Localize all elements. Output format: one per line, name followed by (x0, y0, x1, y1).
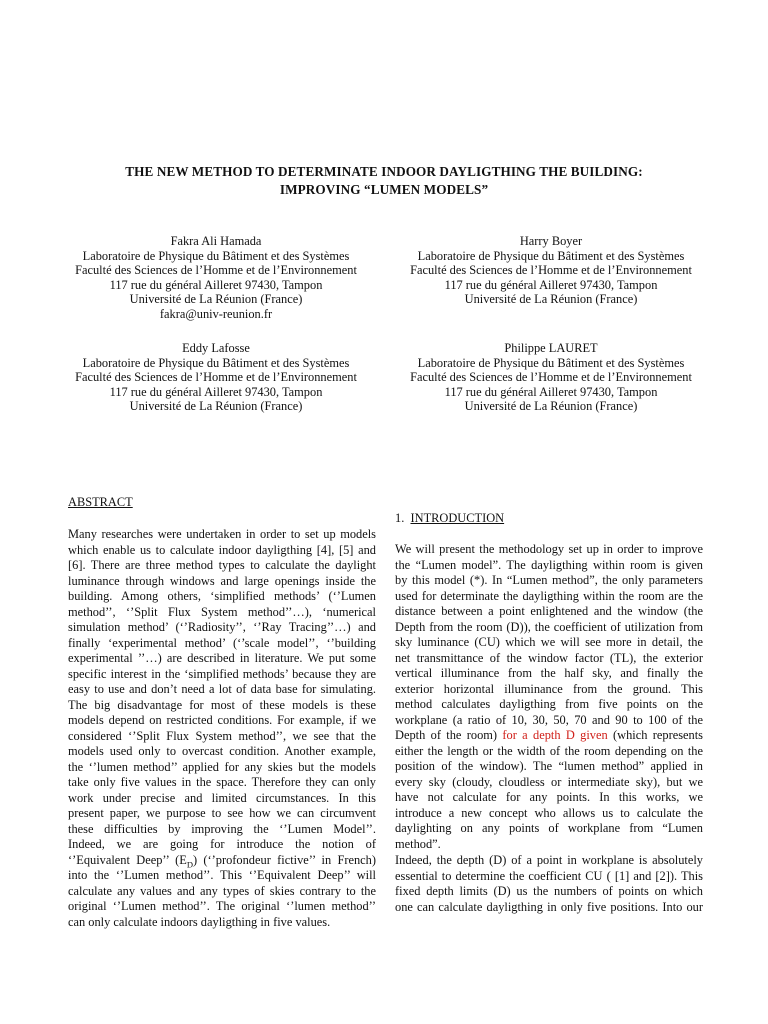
intro-line: method”. (395, 836, 441, 851)
abstract-body (68, 527, 376, 930)
abstract-line: present paper, we purpose to see how we can circumvent (68, 806, 376, 820)
abstract-line: which enable us to calculate indoor dayligthing [4], [5] and (68, 542, 376, 557)
intro-text-after: (which represents (607, 728, 703, 742)
author-name: Philippe LAURET (504, 341, 598, 355)
intro-text-before: Depth of the room) (395, 728, 503, 742)
author-lab: Laboratoire de Physique du Bâtiment et des Systèmes (417, 355, 685, 370)
intro-line: sky luminance (CU) which we will see more in detail, the (395, 635, 703, 649)
intro-line: the “Lumen model”. The dayligthing within room is given (395, 557, 703, 572)
author-name: Fakra Ali Hamada (170, 234, 262, 248)
intro-line: Depth from the room (D)), the coefficient of utilization from (395, 619, 703, 634)
abstract-line: method’’, ‘’Split Flux System method’’…), ‘numerical (68, 604, 376, 619)
intro-line: fixed depth limits (D) us the numbers of points on which (395, 884, 703, 898)
abstract-heading-text: ABSTRACT (68, 495, 133, 509)
abstract-line: Indeed, we are going for introduce the notion of (68, 837, 376, 851)
abstract-line: experimental ’’…) are described in literature. We put some (68, 651, 376, 665)
abstract-line: easy to use and don’t need a lot of data base for simulating. (68, 682, 376, 696)
abstract-line: considered ‘’Split Flux System method’’, we see that the (68, 728, 376, 743)
abstract-line: luminance through windows and large openings inside the (68, 573, 376, 588)
abstract-line: simulation method’ (‘’Radiosity’’, ‘’Ray Tracing’’…) and (68, 620, 376, 634)
intro-line: one can calculate dayligthing in only five positions. Into our (395, 899, 703, 914)
intro-line: every sky (cloudy, cloudless or intermediate sky), but we (395, 774, 703, 789)
intro-line: distance between a point enlightened and the window (the (395, 604, 703, 618)
ed-text-after: ) (‘’profondeur fictive’’ in French) (192, 852, 376, 867)
abstract-line: take only five values in the space. Therefore they can only (68, 775, 376, 789)
author-lab: Laboratoire de Physique du Bâtiment et des Systèmes (82, 355, 350, 370)
abstract-line: models used only to overcast condition. Another example, (68, 744, 376, 758)
introduction-paragraph-2 (395, 853, 703, 915)
intro-line: have not calculate for any points. In this works, we (395, 790, 703, 804)
abstract-line: these difficulties by improving the ‘’Lumen Model’’. (68, 821, 376, 836)
intro-line: introduce a new concept who allows us to calculate the (395, 805, 703, 820)
title-line-2: IMPROVING “LUMEN MODELS” (279, 182, 489, 197)
intro-line: net transmittance of the window factor (TL), the exterior (395, 650, 703, 665)
abstract-line: finally ‘experimental method’ (‘’scale model’’, ‘’building (68, 635, 376, 650)
intro-line: We will present the methodology set up in order to improve (395, 542, 703, 556)
section-title: INTRODUCTION (410, 511, 505, 525)
abstract-line: models depend on restricted conditions. For example, if we (68, 713, 376, 727)
abstract-line: original ‘’Lumen method’’. The original ‘’lumen method’’ (68, 899, 376, 913)
intro-line: method calculates dayligthing from five points on the (395, 697, 703, 711)
author-name: Harry Boyer (519, 234, 583, 248)
intro-line: vertical illuminance from the half sky, and finally the (395, 666, 703, 680)
title-line-1: THE NEW METHOD TO DETERMINATE INDOOR DAYLIGTHING THE BUILDING: (125, 164, 643, 179)
abstract-line: can only calculate indoors dayligthing in five values. (68, 914, 331, 929)
author-faculty: Faculté des Sciences de l’Homme et de l’Environnement (410, 370, 692, 385)
abstract-line: [6]. There are three method types to calculate the daylight (68, 558, 376, 572)
author-block-boyer (386, 234, 716, 307)
ed-subscript: D (186, 858, 193, 869)
author-address: 117 rue du général Ailleret 97430, Tampon (109, 277, 323, 292)
abstract-heading (68, 495, 133, 510)
author-block-hamada (51, 234, 381, 322)
abstract-line: work under precise and limited circumstances. In this (68, 790, 376, 805)
intro-line: Indeed, the depth (D) of a point in workplane is absolutely (395, 853, 703, 867)
intro-line: by this model (*). In “Lumen method”, the only parameters (395, 573, 703, 587)
ed-text-before: ‘’Equivalent Deep’’ (E (68, 852, 187, 867)
intro-line-highlighted (395, 728, 703, 744)
author-block-lauret (386, 341, 716, 414)
abstract-line: the ‘’lumen method’’ applied for any skies but the models (68, 759, 376, 774)
author-faculty: Faculté des Sciences de l’Homme et de l’Environnement (75, 263, 357, 278)
author-faculty: Faculté des Sciences de l’Homme et de l’Environnement (410, 263, 692, 278)
author-address: 117 rue du général Ailleret 97430, Tampon (444, 384, 658, 399)
author-university: Université de La Réunion (France) (464, 399, 638, 414)
section-number: 1. (395, 511, 405, 525)
highlighted-phrase: for a depth D given (502, 728, 608, 742)
author-university: Université de La Réunion (France) (464, 292, 638, 307)
abstract-line: specific interest in the ‘simplified methods’ because they are (68, 666, 376, 681)
intro-line: exterior horizontal illuminance from the ground. This (395, 681, 703, 696)
intro-line: workplane (a ratio of 10, 30, 50, 70 and 90 to 100 of the (395, 712, 703, 727)
intro-line: used for determinate the dayligthing within the room are the (395, 588, 703, 603)
author-lab: Laboratoire de Physique du Bâtiment et des Systèmes (82, 248, 350, 263)
author-address: 117 rue du général Ailleret 97430, Tampon (109, 384, 323, 399)
author-email: fakra@univ-reunion.fr (159, 306, 273, 321)
abstract-line: calculate any values and any types of skies contrary to the (68, 883, 376, 898)
intro-line: position of the window). The “lumen method” applied in (395, 759, 703, 773)
author-faculty: Faculté des Sciences de l’Homme et de l’Environnement (75, 370, 357, 385)
introduction-heading (395, 511, 504, 526)
author-address: 117 rue du général Ailleret 97430, Tampon (444, 277, 658, 292)
intro-line: essential to determine the coefficient CU ( [1] and [2]). This (395, 868, 703, 883)
author-name: Eddy Lafosse (182, 341, 250, 355)
abstract-line: building. Among others, ‘simplified methods’ (‘’Lumen (68, 589, 376, 603)
abstract-line: The big disadvantage for most of these models is these (68, 697, 376, 712)
author-block-lafosse (51, 341, 381, 414)
intro-line: either the length or the width of the room depending on the (395, 743, 703, 758)
author-university: Université de La Réunion (France) (129, 399, 303, 414)
abstract-line: into the ‘’Lumen method’’. This ‘’Equivalent Deep’’ will (68, 868, 376, 882)
author-university: Université de La Réunion (France) (129, 292, 303, 307)
author-lab: Laboratoire de Physique du Bâtiment et des Systèmes (417, 248, 685, 263)
abstract-line: Many researches were undertaken in order to set up models (68, 527, 376, 541)
paper-title (60, 163, 708, 199)
abstract-line-equivalent-deep (68, 853, 376, 869)
intro-line: daylighting on any points of workplane from “Lumen (395, 821, 703, 835)
introduction-paragraph-1 (395, 542, 703, 852)
